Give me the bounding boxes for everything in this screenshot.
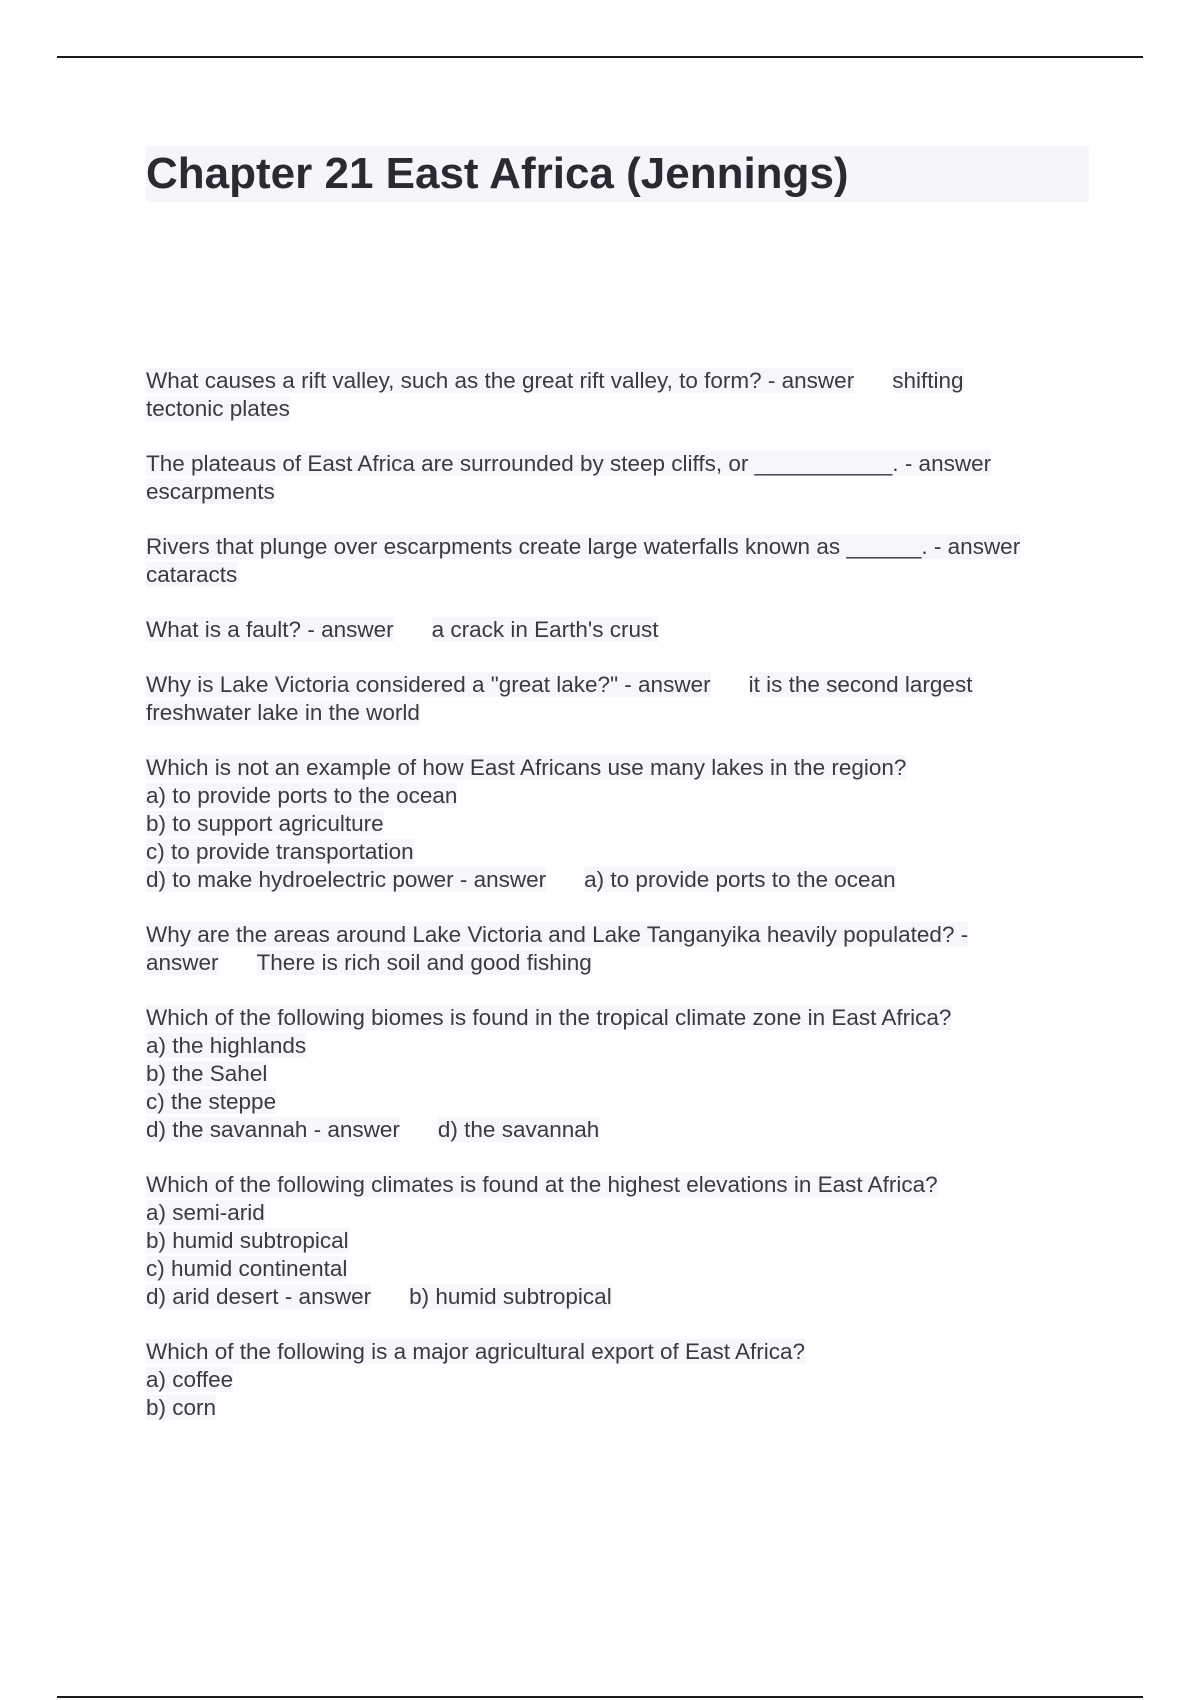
- question-text: b) to support agriculture: [146, 811, 384, 836]
- question-text: The plateaus of East Africa are surrounded by steep cliffs, or ___________. - answer: [146, 451, 992, 476]
- qa-item: [146, 1171, 1106, 1311]
- qa-line: [146, 1032, 1106, 1060]
- qa-line: [146, 1116, 1106, 1144]
- question-text: c) humid continental: [146, 1256, 348, 1281]
- qa-line: [146, 1227, 1106, 1255]
- question-text: Why is Lake Victoria considered a "great lake?" - answer: [146, 672, 711, 697]
- qa-item: [146, 1004, 1106, 1144]
- page-title: Chapter 21 East Africa (Jennings): [146, 149, 849, 198]
- question-text: b) the Sahel: [146, 1061, 268, 1086]
- question-text: d) to make hydroelectric power - answer: [146, 867, 547, 892]
- qa-line: [146, 921, 1106, 949]
- bottom-rule: [57, 1696, 1143, 1698]
- qa-line: [146, 1338, 1106, 1366]
- qa-line: [146, 367, 1106, 395]
- question-text: cataracts: [146, 562, 238, 587]
- question-text: b) corn: [146, 1395, 217, 1420]
- qa-line: [146, 395, 1106, 423]
- question-text: answer: [146, 950, 219, 975]
- answer-text: b) humid subtropical: [409, 1284, 612, 1309]
- qa-line: [146, 478, 1106, 506]
- top-rule: [57, 56, 1143, 58]
- question-text: tectonic plates: [146, 396, 290, 421]
- qa-line: [146, 671, 1106, 699]
- question-list: [146, 367, 1106, 1449]
- qa-line: [146, 949, 1106, 977]
- answer-text: shifting: [892, 368, 964, 393]
- qa-line: [146, 616, 1106, 644]
- question-text: escarpments: [146, 479, 275, 504]
- qa-line: [146, 1060, 1106, 1088]
- question-text: Which of the following is a major agricultural export of East Africa?: [146, 1339, 806, 1364]
- answer-text: it is the second largest: [748, 672, 973, 697]
- qa-line: [146, 1366, 1106, 1394]
- answer-text: a crack in Earth's crust: [431, 617, 659, 642]
- question-text: a) coffee: [146, 1367, 234, 1392]
- question-text: Rivers that plunge over escarpments create large waterfalls known as ______. - answer: [146, 534, 1021, 559]
- question-text: d) the savannah - answer: [146, 1117, 400, 1142]
- qa-item: [146, 754, 1106, 894]
- qa-item: [146, 1338, 1106, 1422]
- qa-line: [146, 810, 1106, 838]
- qa-line: [146, 1199, 1106, 1227]
- qa-line: [146, 1283, 1106, 1311]
- qa-line: [146, 782, 1106, 810]
- qa-item: [146, 616, 1106, 644]
- question-text: Which of the following climates is found at the highest elevations in East Africa?: [146, 1172, 938, 1197]
- question-text: What is a fault? - answer: [146, 617, 394, 642]
- question-text: Which is not an example of how East Africans use many lakes in the region?: [146, 755, 907, 780]
- qa-item: [146, 450, 1106, 506]
- question-text: a) to provide ports to the ocean: [146, 783, 458, 808]
- qa-line: [146, 533, 1106, 561]
- question-text: Which of the following biomes is found in the tropical climate zone in East Africa?: [146, 1005, 952, 1030]
- qa-line: [146, 1004, 1106, 1032]
- qa-line: [146, 838, 1106, 866]
- question-text: c) to provide transportation: [146, 839, 414, 864]
- answer-text: There is rich soil and good fishing: [256, 950, 592, 975]
- qa-item: [146, 367, 1106, 423]
- qa-item: [146, 921, 1106, 977]
- answer-text: d) the savannah: [437, 1117, 600, 1142]
- qa-line: [146, 1171, 1106, 1199]
- question-text: b) humid subtropical: [146, 1228, 349, 1253]
- question-text: a) semi-arid: [146, 1200, 265, 1225]
- qa-line: [146, 1255, 1106, 1283]
- qa-line: [146, 561, 1106, 589]
- question-text: freshwater lake in the world: [146, 700, 420, 725]
- answer-text: a) to provide ports to the ocean: [584, 867, 896, 892]
- qa-line: [146, 866, 1106, 894]
- qa-line: [146, 450, 1106, 478]
- question-text: What causes a rift valley, such as the great rift valley, to form? - answer: [146, 368, 855, 393]
- qa-line: [146, 1394, 1106, 1422]
- qa-item: [146, 533, 1106, 589]
- qa-line: [146, 754, 1106, 782]
- question-text: a) the highlands: [146, 1033, 307, 1058]
- question-text: c) the steppe: [146, 1089, 277, 1114]
- qa-line: [146, 699, 1106, 727]
- question-text: d) arid desert - answer: [146, 1284, 372, 1309]
- qa-item: [146, 671, 1106, 727]
- qa-line: [146, 1088, 1106, 1116]
- question-text: Why are the areas around Lake Victoria and Lake Tanganyika heavily populated? -: [146, 922, 969, 947]
